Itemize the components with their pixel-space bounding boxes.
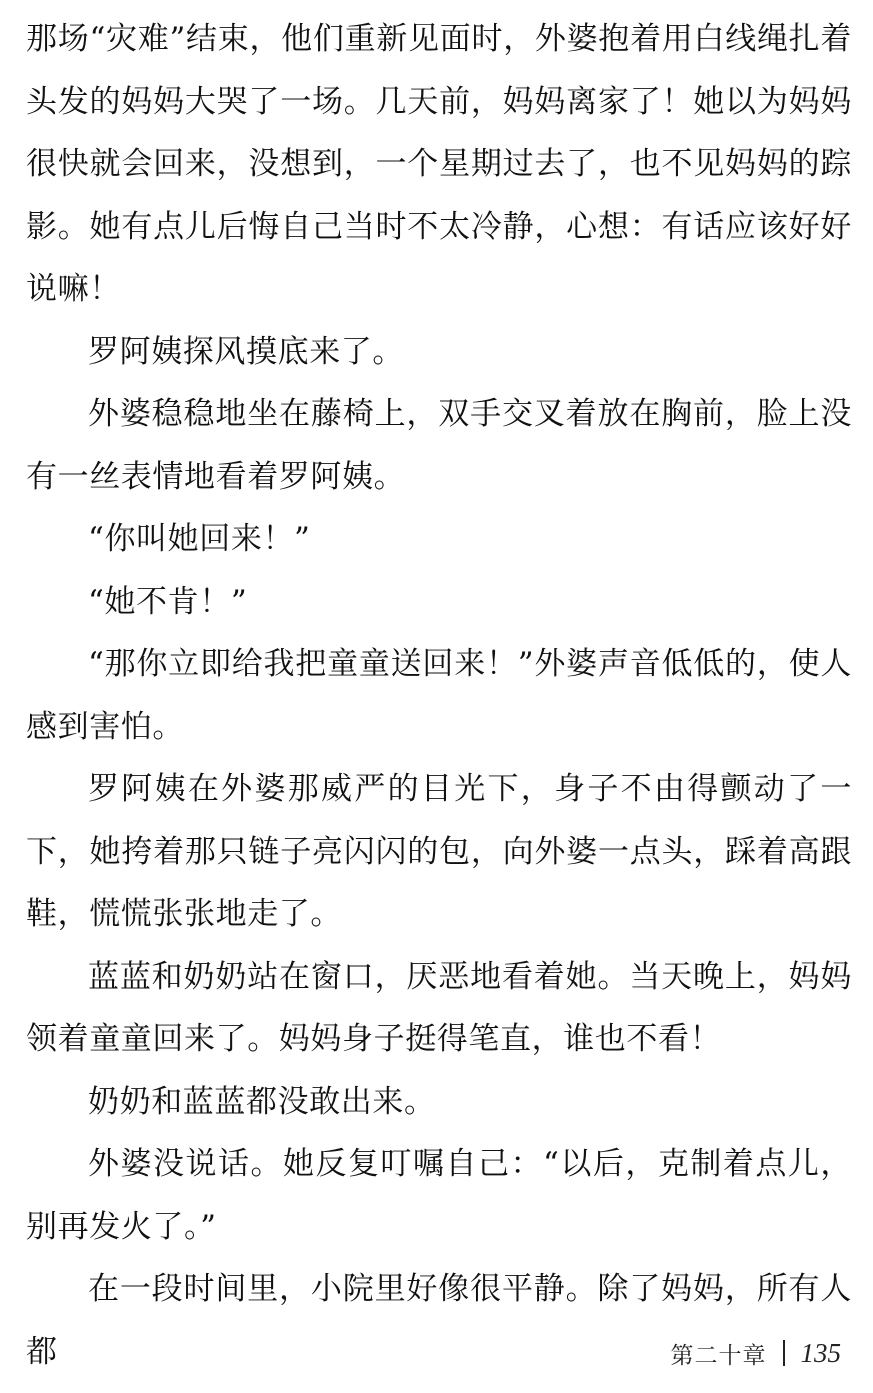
page-footer <box>671 1333 842 1373</box>
paragraph-11: 在一段时间里，小院里好像很平静。除了妈妈，所有人都 <box>26 1271 852 1370</box>
paragraph-7: 罗阿姨在外婆那威严的目光下，身子不由得颤动了一下，她挎着那只链子亮闪闪的包，向外婆一点头，踩着高跟鞋，慌慌张张地走了。 <box>26 771 852 932</box>
paragraph-2: 罗阿姨探风摸底来了。 <box>88 333 404 370</box>
chapter-label: 第二十章 <box>670 1342 767 1369</box>
page-number: 135 <box>800 1337 841 1368</box>
footer-divider <box>783 1340 785 1366</box>
paragraph-10: 外婆没说话。她反复叮嘱自己：“以后，克制着点儿，别再发火了。” <box>26 1146 852 1245</box>
body-text <box>26 8 852 1383</box>
paragraph-1: 那场“灾难”结束，他们重新见面时，外婆抱着用白线绳扎着头发的妈妈大哭了一场。几天前，妈妈离家了！她以为妈妈很快就会回来，没想到，一个星期过去了，也不见妈妈的踪影。她有点儿后悔自己当时不太冷静，心想：有话应该好好说嘛！ <box>26 21 852 307</box>
paragraph-8: 蓝蓝和奶奶站在窗口，厌恶地看着她。当天晚上，妈妈领着童童回来了。妈妈身子挺得笔直，谁也不看！ <box>26 958 852 1057</box>
paragraph-4: “你叫她回来！” <box>88 521 311 557</box>
paragraph-5: “她不肯！” <box>88 583 248 620</box>
paragraph-6: “那你立即给我把童童送回来！”外婆声音低低的，使人感到害怕。 <box>26 646 852 745</box>
paragraph-9: 奶奶和蓝蓝都没敢出来。 <box>88 1083 436 1120</box>
paragraph-3: 外婆稳稳地坐在藤椅上，双手交叉着放在胸前，脸上没有一丝表情地看着罗阿姨。 <box>26 396 852 495</box>
